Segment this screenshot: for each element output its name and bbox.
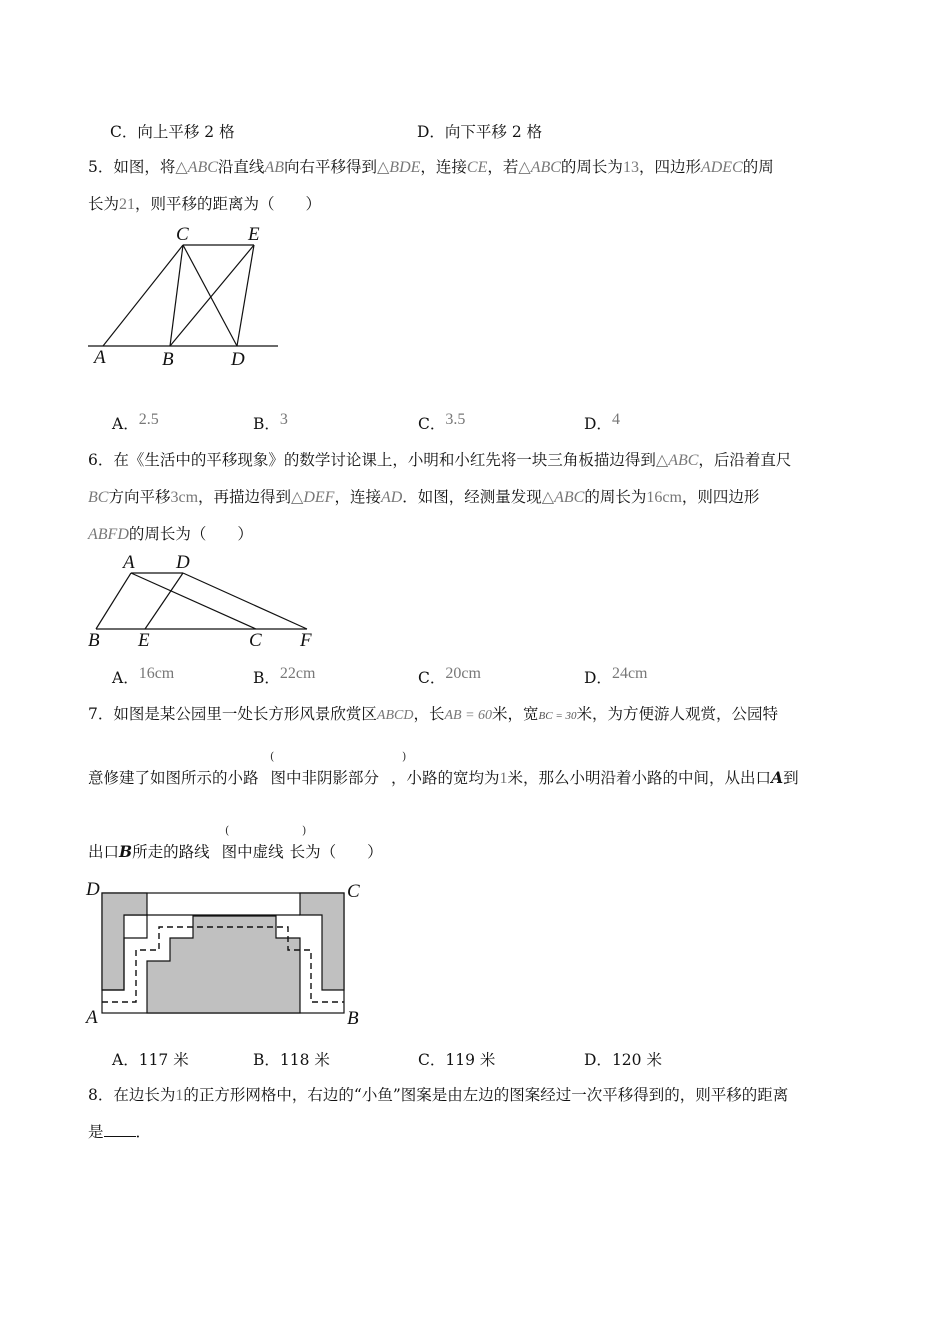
q7-option-d: D．120 米 bbox=[584, 1051, 662, 1069]
q5-stem-line1: 5．如图，将△ABC沿直线AB向右平移得到△BDE，连接CE，若△ABC的周长为13，四边形ADEC的周 bbox=[88, 158, 774, 176]
q6-label-d: D bbox=[176, 552, 190, 573]
q7-label-c: C bbox=[347, 881, 360, 902]
q6-option-b: B．22cm bbox=[253, 665, 316, 687]
q5-option-d: D．4 bbox=[584, 411, 620, 433]
q6-option-d: D．24cm bbox=[584, 665, 648, 687]
q5-label-d: D bbox=[231, 349, 245, 370]
q5-option-a: A．2.5 bbox=[112, 411, 159, 433]
q6-label-c: C bbox=[249, 630, 262, 651]
q6-label-b: B bbox=[88, 630, 100, 651]
q6-label-a: A bbox=[123, 552, 135, 573]
q7-paren-open-1: ( bbox=[270, 750, 275, 763]
q5-option-b: B．3 bbox=[253, 411, 288, 433]
q7-paren-close-1: ) bbox=[402, 750, 407, 763]
q7-option-b: B．118 米 bbox=[253, 1051, 330, 1069]
q8-stem-line2: 是 ． bbox=[88, 1123, 152, 1141]
q5-label-e: E bbox=[248, 224, 260, 245]
q7-stem-line2: 意修建了如图所示的小路 图中非阴影部分 ，小路的宽均为1米，那么小明沿着小路的中间，从出口A到 bbox=[88, 768, 799, 787]
q7-stem-line1: 7．如图是某公园里一处长方形风景欣赏区ABCD，长AB = 60米，宽BC = 30米，为方便游人观赏，公园特 bbox=[88, 705, 779, 723]
q7-stem-line3: 出口B所走的路线 图中虚线 长为（ ） bbox=[88, 842, 383, 861]
q5-label-c: C bbox=[176, 224, 189, 245]
q7-label-d: D bbox=[86, 879, 100, 900]
q6-label-e: E bbox=[138, 630, 150, 651]
q6-option-c: C．20cm bbox=[418, 665, 481, 687]
q7-paren-close-2: ) bbox=[302, 824, 307, 837]
q6-stem-line2: BC方向平移3cm，再描边得到△DEF，连接AD．如图，经测量发现△ABC的周长为16cm，则四边形 bbox=[88, 488, 760, 506]
q7-label-a: A bbox=[86, 1007, 98, 1028]
q7-label-b: B bbox=[347, 1008, 359, 1029]
q6-option-a: A．16cm bbox=[112, 665, 175, 687]
q6-stem-line3: ABFD的周长为（ ） bbox=[88, 525, 253, 543]
q6-stem-line1: 6．在《生活中的平移现象》的数学讨论课上，小明和小红先将一块三角板描边得到△ABC，后沿着直尺 bbox=[88, 451, 792, 469]
q5-option-c: C．3.5 bbox=[418, 411, 466, 433]
q8-stem-line1: 8．在边长为1的正方形网格中，右边的“小鱼”图案是由左边的图案经过一次平移得到的，则平移的距离 bbox=[88, 1086, 789, 1104]
q4-option-c: C．向上平移 2 格 bbox=[110, 123, 235, 141]
q5-label-a: A bbox=[94, 347, 106, 368]
q6-label-f: F bbox=[300, 630, 312, 651]
q7-option-a: A．117 米 bbox=[112, 1051, 189, 1069]
q5-stem-line2: 长为21，则平移的距离为（ ） bbox=[88, 195, 322, 213]
q5-label-b: B bbox=[162, 349, 174, 370]
q7-paren-open-2: ( bbox=[225, 824, 230, 837]
q8-answer-blank[interactable] bbox=[104, 1122, 136, 1137]
q4-option-d: D．向下平移 2 格 bbox=[417, 123, 543, 141]
q7-option-c: C．119 米 bbox=[418, 1051, 496, 1069]
